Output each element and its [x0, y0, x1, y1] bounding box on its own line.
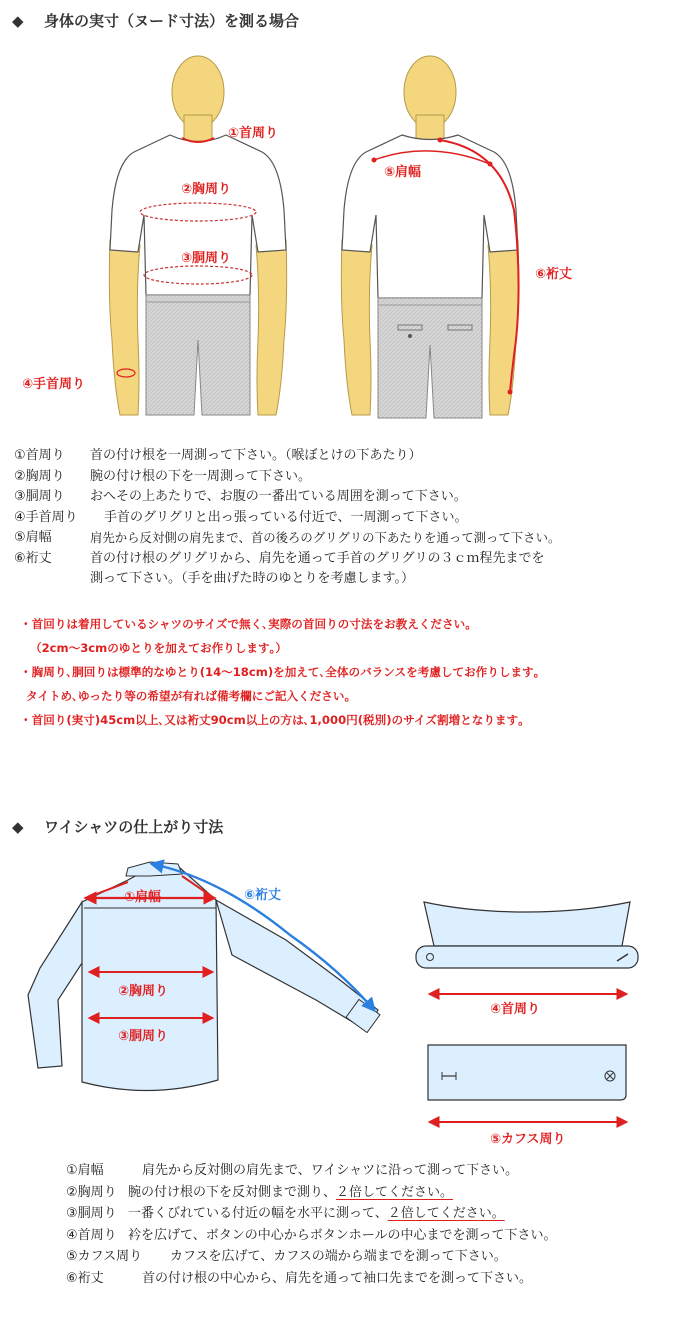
label-sleeve: ⑥裄丈 — [535, 267, 573, 282]
list-item: ①首周り 首の付け根を一周測って下さい。（喉ぼとけの下あたり） — [14, 448, 422, 463]
label-shirt-sleeve: ⑥裄丈 — [244, 888, 282, 903]
list-item: ③胴周り 一番くびれている付近の幅を水平に測って、２倍してください。 — [66, 1206, 505, 1221]
section1-heading — [12, 10, 299, 31]
list-item: ②胸周り 腕の付け根の下を一周測って下さい。 — [14, 468, 312, 484]
body-measurement-figure — [0, 40, 680, 435]
front-figure — [109, 56, 286, 415]
list-item: ①肩幅 肩先から反対側の肩先まで、ワイシャツに沿って測って下さい。 — [66, 1163, 519, 1178]
label-shirt-chest: ②胸周り — [118, 984, 169, 999]
back-figure — [341, 56, 518, 418]
list-item: ⑤カフス周り カフスを広げて、カフスの端から端までを測って下さい。 — [66, 1249, 507, 1264]
section1-title: 身体の実寸（ヌード寸法）を測る場合 — [44, 12, 300, 30]
label-shoulder: ⑤肩幅 — [384, 165, 422, 180]
list-item: ⑤肩幅 肩先から反対側の肩先まで、首の後ろのグリグリの下あたりを通って測って下さい。 — [14, 530, 561, 545]
list-item: ⑥裄丈 首の付け根の中心から、肩先を通って袖口先までを測って下さい。 — [66, 1270, 533, 1286]
notes-block — [20, 612, 539, 732]
cuff-figure — [428, 1045, 626, 1122]
diamond-bullet-icon: ◆ — [12, 818, 24, 836]
section2-title: ワイシャツの仕上がり寸法 — [44, 818, 224, 836]
note-line: ・首回りは着用しているシャツのサイズで無く､実際の首回りの寸法をお教えください｡ — [20, 617, 471, 631]
list-item: ④手首周り 手首のグリグリと出っ張っている付近で、一周測って下さい。 — [14, 509, 468, 525]
label-shirt-waist: ③胴周り — [118, 1029, 169, 1044]
note-line: ・胸周り､胴回りは標準的なゆとり(14〜18cm)を加えて､全体のバランスを考慮してお作りします｡ — [20, 665, 540, 679]
label-neck: ①首周り — [228, 126, 279, 141]
label-shirt-cuff: ⑤カフス周り — [490, 1132, 566, 1147]
collar-figure — [416, 902, 638, 994]
note-line: （2cm〜3cmのゆとりを加えてお作りします｡） — [30, 641, 287, 655]
list-item: ④首周り 衿を広げて、ボタンの中心からボタンホールの中心までを測って下さい。 — [66, 1227, 557, 1243]
shirt-figure — [28, 862, 380, 1091]
emphasis-text: ２倍してください。 — [387, 1206, 505, 1221]
note-line: タイトめ､ゆったり等の希望が有れば備考欄にご記入ください｡ — [26, 689, 351, 703]
shirt-measure-list — [66, 1160, 666, 1289]
list-item: ③胴周り おへその上あたりで、お腹の一番出ている周囲を測って下さい。 — [14, 489, 467, 504]
label-chest: ②胸周り — [181, 182, 232, 197]
list-item: ⑥裄丈 首の付け根のグリグリから、肩先を通って手首のグリグリの３ｃｍ程先までを — [14, 550, 545, 566]
label-waist: ③胴周り — [181, 251, 232, 266]
label-wrist: ④手首周り — [22, 377, 86, 392]
diamond-bullet-icon: ◆ — [12, 12, 24, 30]
emphasis-text: ２倍してください。 — [336, 1184, 454, 1200]
label-shirt-neck: ④首周り — [490, 1002, 541, 1017]
shirt-measurement-figure — [0, 850, 680, 1155]
list-item: ②胸周り 腕の付け根の下を反対側まで測り、２倍してください。 — [66, 1184, 454, 1200]
note-line: ・首回り(実寸)45cm以上､又は裄丈90cm以上の方は､1,000円(税別)のサイズ割増となります｡ — [20, 713, 524, 727]
label-shirt-shoulder: ①肩幅 — [124, 890, 162, 905]
section2-heading — [12, 816, 223, 837]
body-measure-list — [14, 446, 674, 590]
list-item: 測って下さい。（手を曲げた時のゆとりを考慮します。） — [90, 571, 414, 586]
